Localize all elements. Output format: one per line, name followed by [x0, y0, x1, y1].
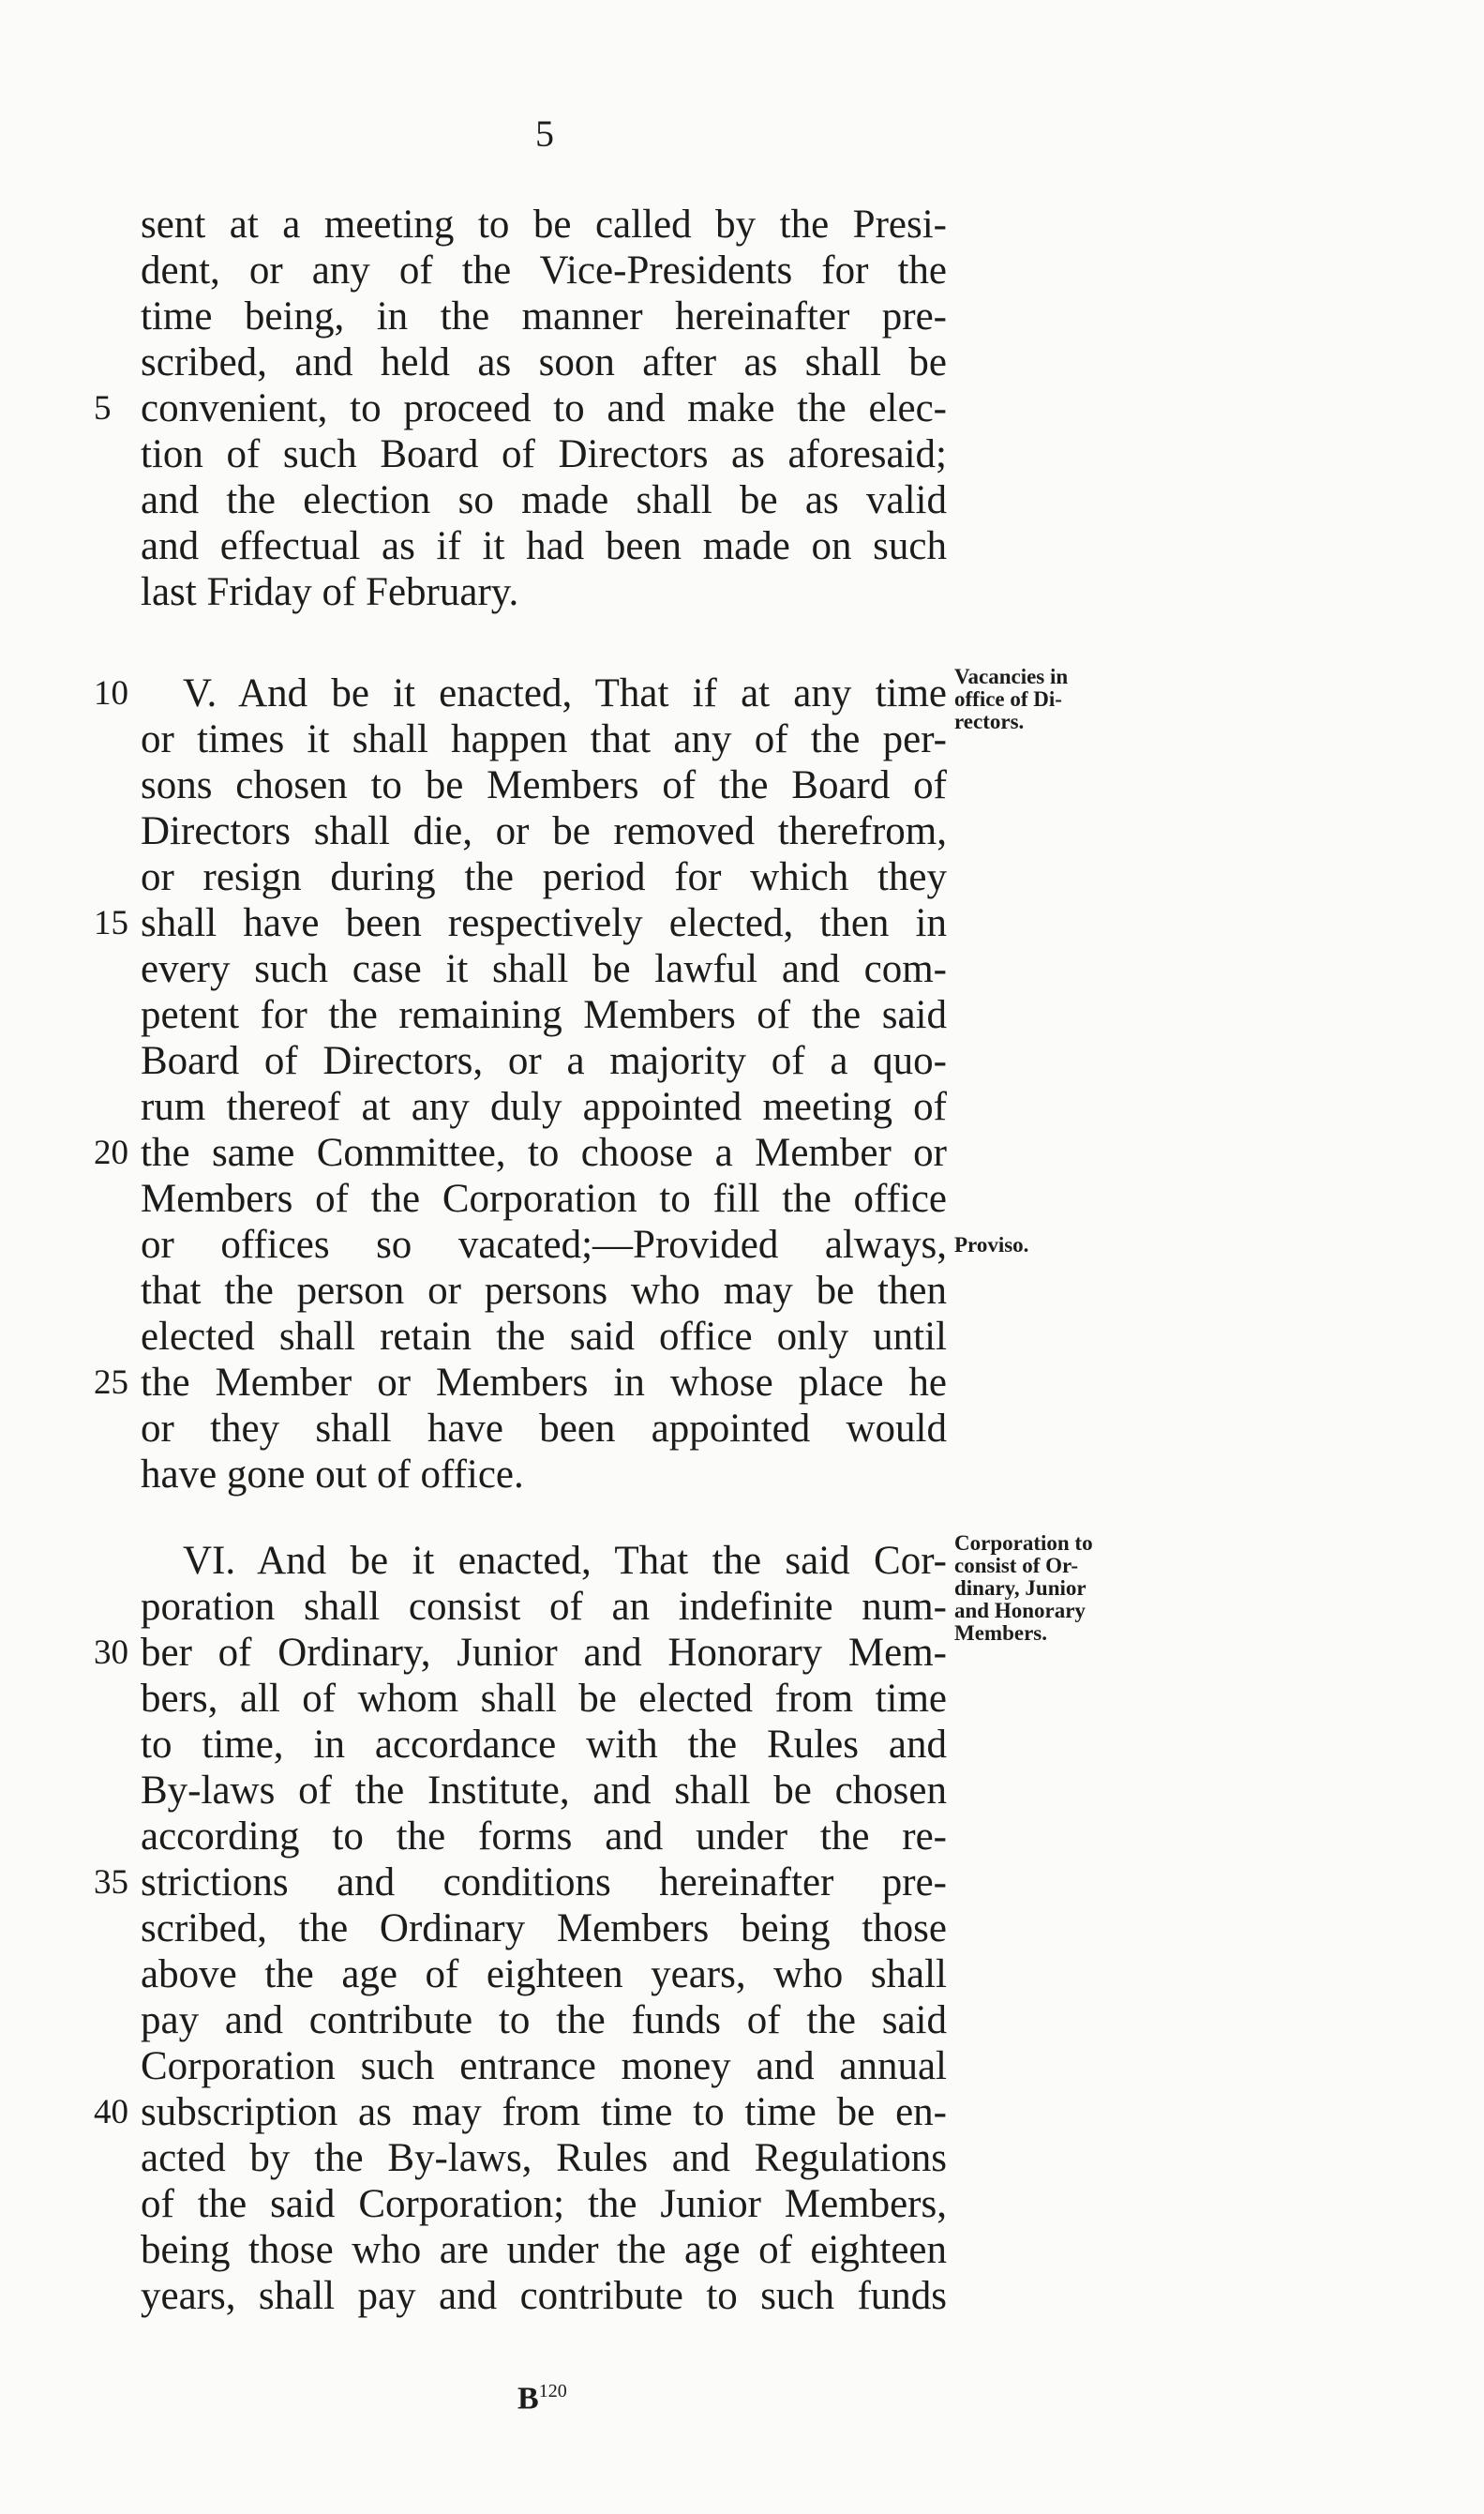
text-line: sons chosen to be Members of the Board of: [141, 763, 947, 807]
text-line: years, shall pay and contribute to such funds: [141, 2274, 947, 2318]
text-line: the Member or Members in whose place he: [141, 1361, 947, 1405]
margin-note-corporation: [954, 1532, 1142, 1645]
line-number: 40: [94, 2093, 128, 2131]
line-number: 10: [94, 674, 128, 713]
line-number: 20: [94, 1134, 128, 1172]
text-line: acted by the By-laws, Rules and Regulations: [141, 2136, 947, 2180]
text-line: convenient, to proceed to and make the elec-: [141, 386, 947, 430]
signature-letter: B: [517, 2381, 539, 2416]
text-line: dent, or any of the Vice-Presidents for the: [141, 248, 947, 293]
text-line: bers, all of whom shall be elected from time: [141, 1677, 947, 1721]
text-line: and the election so made shall be as valid: [141, 478, 947, 522]
text-line: Directors shall die, or be removed therefrom,: [141, 809, 947, 853]
text-line: elected shall retain the said office only until: [141, 1315, 947, 1359]
text-line: scribed, and held as soon after as shall be: [141, 340, 947, 384]
margin-note-line: rectors.: [954, 710, 1025, 733]
margin-note-line: and Honorary: [954, 1599, 1086, 1622]
text-line: rum thereof at any duly appointed meeting of: [141, 1085, 947, 1129]
section-vi-heading-line: VI. And be it enacted, That the said Cor-: [183, 1539, 947, 1583]
text-line: and effectual as if it had been made on such: [141, 524, 947, 568]
margin-note-line: Corporation to: [954, 1531, 1093, 1555]
text-line: last Friday of February.: [141, 570, 519, 614]
text-line: time being, in the manner hereinafter pre-: [141, 294, 947, 339]
section-v-heading-line: V. And be it enacted, That if at any time: [183, 671, 947, 715]
margin-note-proviso: Proviso.: [954, 1233, 1029, 1257]
text-line: scribed, the Ordinary Members being those: [141, 1906, 947, 1950]
margin-note-line: Vacancies in: [954, 665, 1069, 688]
margin-note-line: Members.: [954, 1621, 1047, 1645]
text-line: tion of such Board of Directors as aforesaid;: [141, 432, 947, 476]
text-line: being those who are under the age of eighteen: [141, 2228, 947, 2272]
text-line: above the age of eighteen years, who shall: [141, 1952, 947, 1996]
text-line: the same Committee, to choose a Member or: [141, 1131, 947, 1175]
text-line: Corporation such entrance money and annual: [141, 2044, 947, 2088]
text-line: according to the forms and under the re-: [141, 1814, 947, 1859]
text-line: to time, in accordance with the Rules and: [141, 1723, 947, 1767]
text-line: have gone out of office.: [141, 1453, 524, 1497]
text-line: that the person or persons who may be then: [141, 1269, 947, 1313]
text-line: By-laws of the Institute, and shall be chosen: [141, 1769, 947, 1813]
signature-number: 120: [538, 2381, 567, 2401]
text-line: or they shall have been appointed would: [141, 1407, 947, 1451]
text-line: pay and contribute to the funds of the said: [141, 1998, 947, 2042]
text-line: every such case it shall be lawful and com-: [141, 947, 947, 991]
text-line: of the said Corporation; the Junior Members,: [141, 2182, 947, 2226]
line-number: 15: [94, 904, 128, 942]
text-line: or offices so vacated;—Provided always,: [141, 1223, 947, 1267]
text-line: or times it shall happen that any of the per-: [141, 717, 947, 761]
text-line: poration shall consist of an indefinite num-: [141, 1585, 947, 1629]
margin-note-line: office of Di-: [954, 687, 1062, 711]
margin-note-vacancies: [954, 666, 1142, 733]
text-line: Board of Directors, or a majority of a quo-: [141, 1039, 947, 1083]
page-number: 5: [535, 113, 554, 155]
text-line: petent for the remaining Members of the said: [141, 993, 947, 1037]
signature-mark: [517, 2372, 567, 2417]
text-line: ber of Ordinary, Junior and Honorary Mem-: [141, 1631, 947, 1675]
text-line: Members of the Corporation to fill the office: [141, 1177, 947, 1221]
text-line: shall have been respectively elected, then in: [141, 901, 947, 945]
margin-note-line: consist of Or-: [954, 1554, 1079, 1577]
line-number: 30: [94, 1633, 128, 1672]
line-number: 35: [94, 1863, 128, 1902]
line-number: 5: [94, 389, 112, 428]
text-line: strictions and conditions hereinafter pre-: [141, 1860, 947, 1904]
text-line: subscription as may from time to time be en-: [141, 2090, 947, 2134]
margin-note-line: dinary, Junior: [954, 1576, 1087, 1600]
line-number: 25: [94, 1363, 128, 1402]
text-line: sent at a meeting to be called by the Presi-: [141, 203, 947, 247]
text-line: or resign during the period for which they: [141, 855, 947, 899]
